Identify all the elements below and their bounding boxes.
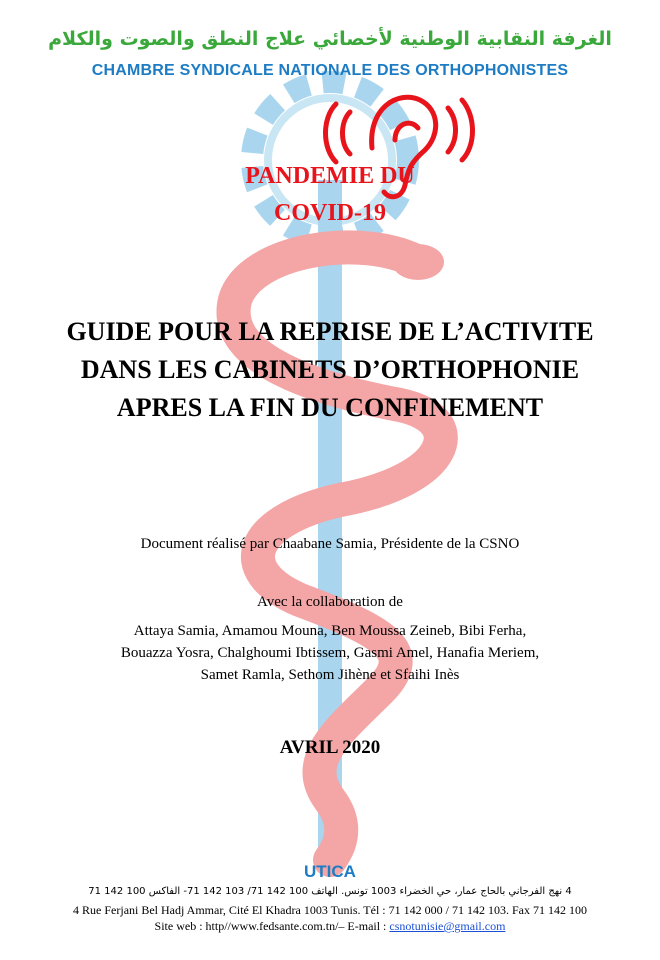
publication-date: AVRIL 2020	[279, 737, 381, 758]
footer-email-link[interactable]: csnotunisie@gmail.com	[389, 919, 506, 933]
collaborators-line-3: Samet Ramla, Sethom Jihène et Sfaihi Inès	[200, 667, 460, 683]
french-header-title: CHAMBRE SYNDICALE NATIONALE DES ORTHOPHONISTES	[91, 62, 569, 79]
author-line: Document réalisé par Chaabane Samia, Présidente de la CSNO	[140, 536, 520, 552]
footer-contact	[0, 918, 660, 934]
guide-title-line-1: GUIDE POUR LA REPRISE DE L’ACTIVITE	[66, 317, 594, 346]
guide-title-line-3: APRES LA FIN DU CONFINEMENT	[116, 393, 544, 422]
arabic-header-title: الغرفة النقابية الوطنية لأخصائي علاج النطق والصوت والكلام	[48, 28, 612, 50]
guide-title-line-2: DANS LES CABINETS D’ORTHOPHONIE	[80, 355, 580, 384]
pandemic-line-1: PANDEMIE DU	[245, 163, 415, 189]
footer-org: UTICA	[304, 862, 356, 881]
pandemic-line-2: COVID-19	[274, 200, 386, 226]
collaborators-line-2: Bouazza Yosra, Chalghoumi Ibtissem, Gasmi Amel, Hanafia Meriem,	[120, 645, 540, 661]
footer-address-french: 4 Rue Ferjani Bel Hadj Ammar, Cité El Khadra 1003 Tunis. Tél : 71 142 000 / 71 142 103. Fax 71 142 100	[73, 903, 587, 917]
guide-title	[0, 313, 660, 427]
collaborators-line-1: Attaya Samia, Amamou Mouna, Ben Moussa Zeineb, Bibi Ferha,	[133, 623, 527, 639]
collaboration-block	[0, 591, 660, 686]
footer-address-arabic: 4 نهج الفرجاني بالحاج عمار، حي الخضراء 1003 تونس. الهاتف 100 142 71/ 103 142 71- الفاكس 100 142 71	[88, 886, 572, 897]
pandemic-heading	[0, 158, 660, 232]
footer-site-text: Site web : http//www.fedsante.com.tn/– E-mail :	[154, 919, 390, 933]
collaboration-intro: Avec la collaboration de	[257, 594, 403, 610]
